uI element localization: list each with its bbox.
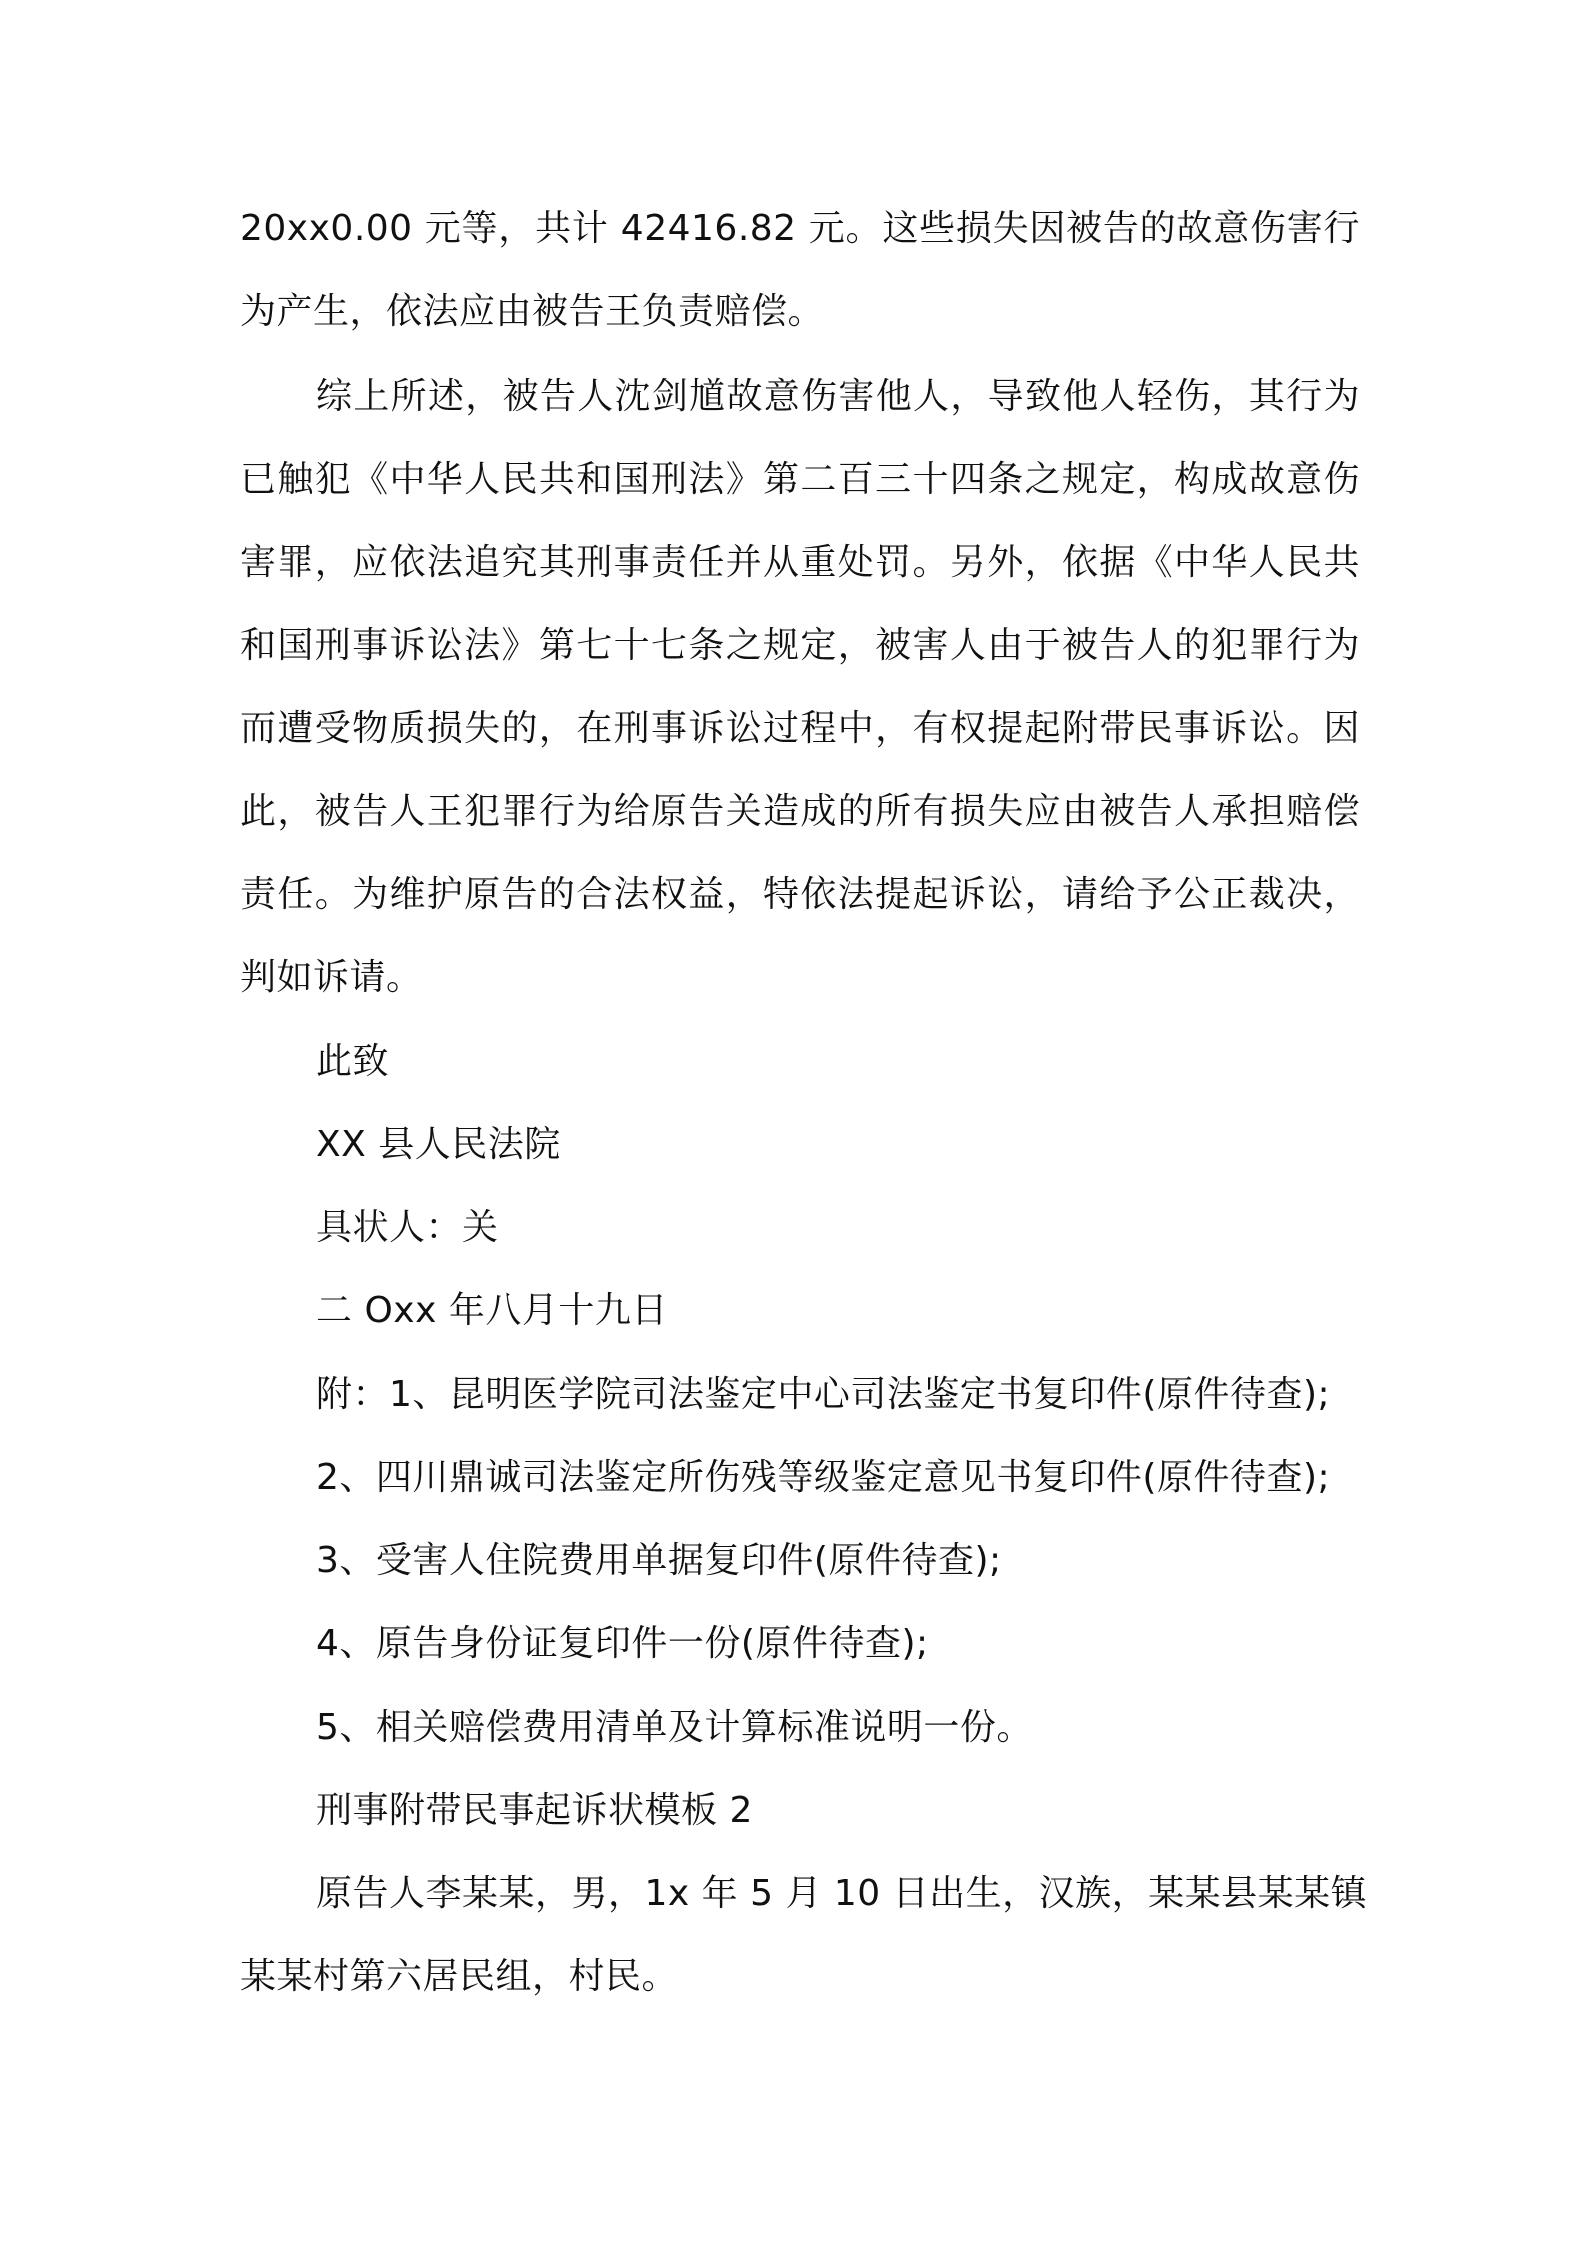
court-name: XX 县人民法院: [316, 1124, 561, 1165]
attachment-item: 3、受害人住院费用单据复印件(原件待查);: [316, 1540, 1002, 1581]
paragraph-2-line-3: 害罪，应依法追究其刑事责任并从重处罚。另外，依据《中华人民共: [240, 542, 1360, 583]
paragraph-3-line-2: 某某村第六居民组，村民。: [240, 1956, 679, 1997]
paragraph-2-line-2: 已触犯《中华人民共和国刑法》第二百三十四条之规定，构成故意伤: [240, 459, 1360, 500]
paragraph-1-line-2: 为产生，依法应由被告王负责赔偿。: [240, 291, 825, 332]
attachment-item: 4、原告身份证复印件一份(原件待查);: [316, 1623, 929, 1664]
paragraph-2-line-5: 而遭受物质损失的，在刑事诉讼过程中，有权提起附带民事诉讼。因: [240, 708, 1360, 749]
attachment-item: 2、四川鼎诚司法鉴定所伤残等级鉴定意见书复印件(原件待查);: [316, 1457, 1331, 1498]
paragraph-2-line-8: 判如诉请。: [240, 957, 423, 998]
paragraph-2-line-1: 综上所述，被告人沈剑馗故意伤害他人，导致他人轻伤，其行为: [316, 376, 1360, 417]
paragraph-1-line-1: 20xx0.00 元等，共计 42416.82 元。这些损失因被告的故意伤害行: [240, 208, 1360, 249]
paragraph-2-line-4: 和国刑事诉讼法》第七十七条之规定，被害人由于被告人的犯罪行为: [240, 625, 1360, 666]
closing-salutation: 此致: [316, 1041, 390, 1082]
date: 二 Oxx 年八月十九日: [316, 1290, 668, 1331]
section-title: 刑事附带民事起诉状模板 2: [316, 1790, 753, 1831]
paragraph-2-line-7: 责任。为维护原告的合法权益，特依法提起诉讼，请给予公正裁决，: [240, 874, 1360, 915]
signer: 具状人：关: [316, 1207, 499, 1248]
attachment-item: 5、相关赔偿费用清单及计算标准说明一份。: [316, 1707, 1033, 1748]
paragraph-3-line-1: 原告人李某某，男，1x 年 5 月 10 日出生，汉族，某某县某某镇: [316, 1873, 1368, 1914]
paragraph-2-line-6: 此，被告人王犯罪行为给原告关造成的所有损失应由被告人承担赔偿: [240, 791, 1360, 832]
attachment-item: 附：1、昆明医学院司法鉴定中心司法鉴定书复印件(原件待查);: [316, 1374, 1331, 1415]
